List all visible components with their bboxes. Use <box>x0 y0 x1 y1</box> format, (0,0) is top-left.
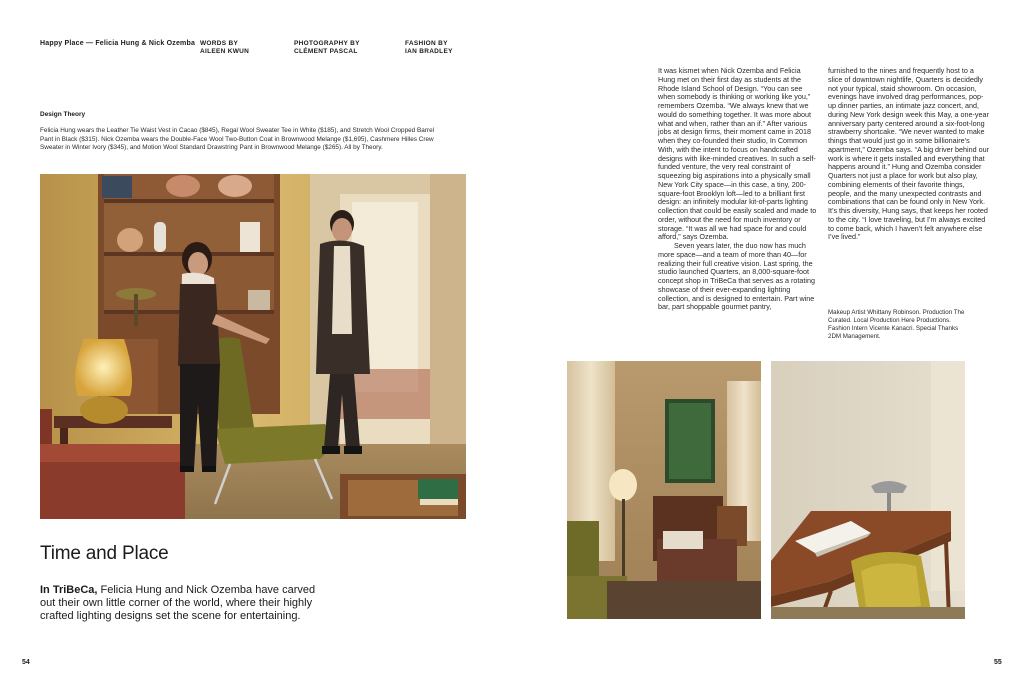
credit-role: WORDS BY <box>200 40 239 47</box>
credit-role: PHOTOGRAPHY BY <box>294 40 360 47</box>
credit-name: CLÉMENT PASCAL <box>294 48 358 55</box>
body-paragraph: It was kismet when Nick Ozemba and Felicia Hung met on their first day as students at the Rhode Island School of Design. “You can see when somebody is thinking or working like you,” remembers Ozemba. “We always knew that we would do something together. It was more about what and when, rather than an if.” After various jobs at design firms, their moment came in 2018 when they co-founded their studio, In Common With, with the intent to focus on handcrafted designs with like-minded creatives. In such a self-funded venture, the very real constraint of squeezing big aspirations into a physically small New York City space—in this case, a tiny, 200-square-foot Brooklyn loft—led to a brilliant first design: an infinitely modular kit-of-parts lighting collection that could be easily scaled and made to order, without the need for much inventory or storage. “It was all we had space for and could afford,” says Ozemba. <box>658 66 817 242</box>
page-number-left: 54 <box>22 659 30 666</box>
photo-lounge <box>567 361 761 619</box>
page-number-right: 55 <box>994 659 1002 666</box>
photo-caption: Felicia Hung wears the Leather Tie Waist Vest in Cacao ($845), Regal Wool Sweater Tee in White ($185), and Stretch Wool Cropped Barrel Pant in Black ($315). Nick Ozemba wears the Double-Face Wool Two-Button Coat in Brownwood Melange ($1,695), Cashmere Hilles Crew Sweater in Winter Ivory ($345), and Motion Wool Standard Drawstring Pant in Brownwood Melange ($265). All by Theory. <box>40 127 435 152</box>
credit-name: IAN BRADLEY <box>405 48 453 55</box>
credit-role: FASHION BY <box>405 40 448 47</box>
production-credits: Makeup Artist Whittany Robinson. Production The Curated. Local Production Here Productions. Fashion Intern Vicente Kanacri. Special Thanks 2DM Management. <box>828 309 965 340</box>
dek-lead: In TriBeCa, <box>40 584 98 596</box>
photo-desk <box>771 361 965 619</box>
body-paragraph: Seven years later, the duo now has much more space—and a team of more than 40—for realizing their full creative vision. Last spring, the studio launched Quarters, an 8,000-square-foot concept shop in TriBeCa that serves as a rotating showcase of their ever-expanding lighting collection, and is designed to entertain. Part wine bar, part shoppable gourmet pantry, <box>658 241 816 312</box>
body-column-2 <box>828 67 990 242</box>
body-column-1 <box>658 67 818 312</box>
article-dek <box>40 584 330 623</box>
credit-words <box>200 40 290 56</box>
article-headline: Time and Place <box>40 543 169 564</box>
credit-fashion <box>405 40 485 56</box>
caption-label: Design Theory <box>40 111 86 118</box>
body-paragraph: furnished to the nines and frequently host to a slice of downtown nightlife, Quarters is decidedly not your typical, staid showroom. On occasion, evenings have involved drag performances, pop-up dinner parties, an intimate jazz concert, and, during New York design week this May, a one-year anniversary party centered around a six-foot-long strawberry shortcake. “We never wanted to make things that would just go in some billionaire’s apartment,” Ozemba says. “A big driver behind our work is where it gets installed and everything that happens around it.” Hung and Ozemba consider Quarters not just a place for work but also play, combining elements of their favorite things, people, and the many unexpected contrasts and combinations that can be found only in New York. It’s this diversity, Hung says, that keeps her rooted to the city. “I love traveling, but I’m always excited to come back, which I haven’t felt anywhere else I’ve lived.” <box>828 66 989 242</box>
running-head: Happy Place — Felicia Hung & Nick Ozemba <box>40 40 196 47</box>
main-photo-portrait <box>40 174 466 519</box>
dek-text: Felicia Hung and Nick Ozemba have carved out their own little corner of the world, where their highly crafted lighting designs set the scene for entertaining. <box>40 584 316 622</box>
credit-photography <box>294 40 394 56</box>
credit-name: AILEEN KWUN <box>200 48 250 55</box>
